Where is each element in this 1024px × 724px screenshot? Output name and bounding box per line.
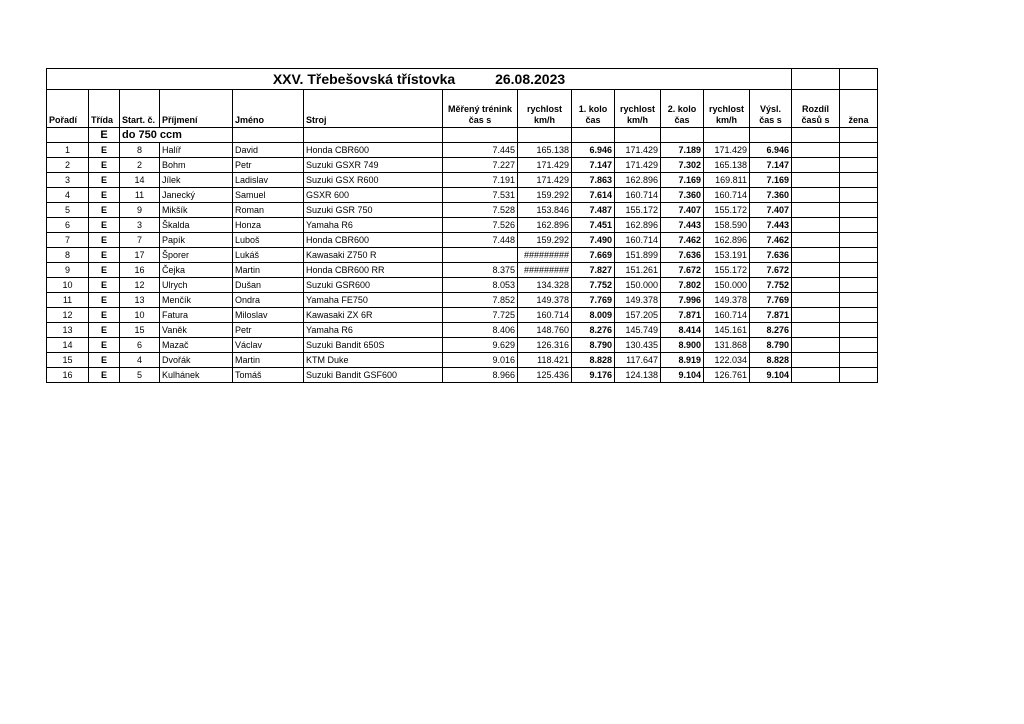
cell-rychlost-3: 160.714	[704, 308, 750, 323]
header-row	[47, 90, 878, 128]
cell-trida: E	[89, 338, 120, 353]
cell-rychlost-3: 126.761	[704, 368, 750, 383]
empty-cell	[304, 128, 443, 143]
cell-rychlost-3: 171.429	[704, 143, 750, 158]
class-label: do 750 ccm	[120, 128, 233, 143]
cell-trida: E	[89, 173, 120, 188]
header-start: Start. č.	[120, 90, 160, 128]
title-cell	[47, 69, 792, 90]
cell-zena	[840, 158, 878, 173]
cell-kolo-2: 7.871	[661, 308, 704, 323]
cell-rychlost-3: 150.000	[704, 278, 750, 293]
cell-trenink: 7.725	[443, 308, 518, 323]
cell-rozdil	[792, 173, 840, 188]
cell-trenink	[443, 248, 518, 263]
cell-zena	[840, 323, 878, 338]
cell-zena	[840, 203, 878, 218]
cell-stroj: Honda CBR600 RR	[304, 263, 443, 278]
table-row	[47, 353, 878, 368]
cell-rychlost-3: 131.868	[704, 338, 750, 353]
cell-kolo-1: 9.176	[572, 368, 615, 383]
cell-trida: E	[89, 263, 120, 278]
cell-jmeno: Luboš	[233, 233, 304, 248]
empty-cell	[792, 69, 840, 90]
cell-poradi: 14	[47, 338, 89, 353]
cell-kolo-1: 7.863	[572, 173, 615, 188]
header-rychlost-1: rychlost km/h	[518, 90, 572, 128]
cell-stroj: Yamaha R6	[304, 323, 443, 338]
cell-rychlost-1: 162.896	[518, 218, 572, 233]
cell-start-number: 16	[120, 263, 160, 278]
cell-kolo-2: 7.636	[661, 248, 704, 263]
cell-rychlost-2: 124.138	[615, 368, 661, 383]
cell-prijmeni: Menčík	[160, 293, 233, 308]
cell-rychlost-3: 162.896	[704, 233, 750, 248]
table-row	[47, 158, 878, 173]
cell-trenink: 7.528	[443, 203, 518, 218]
cell-prijmeni: Halíř	[160, 143, 233, 158]
cell-stroj: Suzuki Bandit 650S	[304, 338, 443, 353]
cell-poradi: 15	[47, 353, 89, 368]
cell-start-number: 2	[120, 158, 160, 173]
cell-kolo-2: 7.189	[661, 143, 704, 158]
cell-trenink: 7.191	[443, 173, 518, 188]
cell-kolo-1: 8.828	[572, 353, 615, 368]
cell-start-number: 14	[120, 173, 160, 188]
cell-rychlost-1: 171.429	[518, 158, 572, 173]
cell-stroj: Yamaha FE750	[304, 293, 443, 308]
empty-cell	[443, 128, 518, 143]
cell-rychlost-3: 153.191	[704, 248, 750, 263]
cell-rychlost-2: 157.205	[615, 308, 661, 323]
cell-rychlost-3: 122.034	[704, 353, 750, 368]
cell-stroj: Honda CBR600	[304, 233, 443, 248]
cell-rychlost-2: 151.261	[615, 263, 661, 278]
cell-rychlost-2: 150.000	[615, 278, 661, 293]
cell-jmeno: Miloslav	[233, 308, 304, 323]
cell-vysledny-cas: 7.462	[750, 233, 792, 248]
cell-zena	[840, 248, 878, 263]
cell-rozdil	[792, 308, 840, 323]
cell-kolo-2: 8.900	[661, 338, 704, 353]
empty-cell	[518, 128, 572, 143]
cell-trenink: 7.531	[443, 188, 518, 203]
page-title: XXV. Třebešovská třístovka	[272, 71, 456, 87]
empty-cell	[615, 128, 661, 143]
cell-start-number: 17	[120, 248, 160, 263]
cell-rozdil	[792, 263, 840, 278]
cell-start-number: 11	[120, 188, 160, 203]
cell-rychlost-2: 117.647	[615, 353, 661, 368]
cell-rychlost-1: 126.316	[518, 338, 572, 353]
cell-trida: E	[89, 218, 120, 233]
table-row	[47, 323, 878, 338]
cell-rychlost-2: 171.429	[615, 158, 661, 173]
cell-poradi: 2	[47, 158, 89, 173]
cell-rozdil	[792, 278, 840, 293]
cell-kolo-1: 8.276	[572, 323, 615, 338]
cell-prijmeni: Papík	[160, 233, 233, 248]
cell-rychlost-1: 159.292	[518, 233, 572, 248]
cell-vysledny-cas: 8.828	[750, 353, 792, 368]
cell-trenink: 7.227	[443, 158, 518, 173]
cell-trenink: 8.406	[443, 323, 518, 338]
cell-trenink: 7.526	[443, 218, 518, 233]
cell-trida: E	[89, 233, 120, 248]
cell-zena	[840, 338, 878, 353]
cell-vysledny-cas: 8.276	[750, 323, 792, 338]
table-row	[47, 173, 878, 188]
cell-vysledny-cas: 7.636	[750, 248, 792, 263]
cell-trenink: 7.852	[443, 293, 518, 308]
class-code: E	[89, 128, 120, 143]
cell-rozdil	[792, 233, 840, 248]
cell-poradi: 6	[47, 218, 89, 233]
cell-kolo-1: 7.669	[572, 248, 615, 263]
cell-kolo-2: 7.302	[661, 158, 704, 173]
cell-kolo-1: 8.009	[572, 308, 615, 323]
table-row	[47, 233, 878, 248]
cell-trenink: 7.445	[443, 143, 518, 158]
cell-vysledny-cas: 6.946	[750, 143, 792, 158]
empty-cell	[47, 128, 89, 143]
cell-rychlost-2: 162.896	[615, 218, 661, 233]
cell-rychlost-1: 118.421	[518, 353, 572, 368]
cell-stroj: Yamaha R6	[304, 218, 443, 233]
cell-prijmeni: Janecký	[160, 188, 233, 203]
cell-kolo-2: 7.360	[661, 188, 704, 203]
cell-rychlost-1: 148.760	[518, 323, 572, 338]
cell-start-number: 10	[120, 308, 160, 323]
cell-prijmeni: Ulrych	[160, 278, 233, 293]
cell-jmeno: Petr	[233, 323, 304, 338]
cell-rychlost-2: 171.429	[615, 143, 661, 158]
cell-kolo-2: 8.919	[661, 353, 704, 368]
cell-start-number: 13	[120, 293, 160, 308]
cell-zena	[840, 218, 878, 233]
cell-prijmeni: Šporer	[160, 248, 233, 263]
cell-rychlost-3: 155.172	[704, 263, 750, 278]
cell-prijmeni: Kulhánek	[160, 368, 233, 383]
cell-trida: E	[89, 278, 120, 293]
cell-stroj: GSXR 600	[304, 188, 443, 203]
cell-kolo-2: 7.672	[661, 263, 704, 278]
cell-rychlost-3: 160.714	[704, 188, 750, 203]
empty-cell	[840, 69, 878, 90]
cell-kolo-1: 8.790	[572, 338, 615, 353]
cell-zena	[840, 188, 878, 203]
header-rychlost-2: rychlost km/h	[615, 90, 661, 128]
cell-rychlost-2: 151.899	[615, 248, 661, 263]
cell-stroj: KTM Duke	[304, 353, 443, 368]
cell-kolo-1: 7.487	[572, 203, 615, 218]
cell-zena	[840, 278, 878, 293]
cell-vysledny-cas: 9.104	[750, 368, 792, 383]
cell-start-number: 6	[120, 338, 160, 353]
cell-prijmeni: Škalda	[160, 218, 233, 233]
cell-rozdil	[792, 248, 840, 263]
header-trenink: Měřený trénink čas s	[443, 90, 518, 128]
cell-rozdil	[792, 293, 840, 308]
table-row	[47, 248, 878, 263]
empty-cell	[750, 128, 792, 143]
results-table	[46, 68, 878, 383]
title-row	[47, 69, 878, 90]
cell-prijmeni: Čejka	[160, 263, 233, 278]
table-row	[47, 263, 878, 278]
cell-rychlost-2: 160.714	[615, 233, 661, 248]
cell-stroj: Suzuki GSX R600	[304, 173, 443, 188]
cell-vysledny-cas: 7.147	[750, 158, 792, 173]
cell-vysledny-cas: 7.672	[750, 263, 792, 278]
cell-rozdil	[792, 203, 840, 218]
cell-trida: E	[89, 248, 120, 263]
cell-rychlost-1: 159.292	[518, 188, 572, 203]
cell-trida: E	[89, 143, 120, 158]
table-row	[47, 368, 878, 383]
cell-rozdil	[792, 368, 840, 383]
cell-rychlost-3: 158.590	[704, 218, 750, 233]
header-prijmeni: Příjmení	[160, 90, 233, 128]
cell-zena	[840, 368, 878, 383]
cell-zena	[840, 233, 878, 248]
cell-vysledny-cas: 7.407	[750, 203, 792, 218]
cell-poradi: 5	[47, 203, 89, 218]
cell-kolo-1: 7.490	[572, 233, 615, 248]
cell-zena	[840, 353, 878, 368]
cell-vysledny-cas: 7.871	[750, 308, 792, 323]
cell-jmeno: Václav	[233, 338, 304, 353]
cell-jmeno: Roman	[233, 203, 304, 218]
empty-cell	[840, 128, 878, 143]
empty-cell	[661, 128, 704, 143]
cell-kolo-2: 7.996	[661, 293, 704, 308]
cell-rychlost-1: 125.436	[518, 368, 572, 383]
cell-rychlost-1: #########	[518, 248, 572, 263]
cell-kolo-2: 7.443	[661, 218, 704, 233]
cell-rozdil	[792, 143, 840, 158]
cell-trenink: 7.448	[443, 233, 518, 248]
cell-vysledny-cas: 7.752	[750, 278, 792, 293]
cell-prijmeni: Dvořák	[160, 353, 233, 368]
table-row	[47, 278, 878, 293]
cell-poradi: 12	[47, 308, 89, 323]
cell-rychlost-2: 145.749	[615, 323, 661, 338]
cell-poradi: 1	[47, 143, 89, 158]
header-trida: Třída	[89, 90, 120, 128]
cell-zena	[840, 263, 878, 278]
cell-start-number: 4	[120, 353, 160, 368]
cell-rychlost-1: 160.714	[518, 308, 572, 323]
cell-stroj: Suzuki GSR600	[304, 278, 443, 293]
cell-poradi: 8	[47, 248, 89, 263]
cell-poradi: 7	[47, 233, 89, 248]
cell-kolo-2: 8.414	[661, 323, 704, 338]
cell-zena	[840, 308, 878, 323]
cell-trida: E	[89, 353, 120, 368]
cell-jmeno: Dušan	[233, 278, 304, 293]
cell-rychlost-1: 153.846	[518, 203, 572, 218]
cell-rozdil	[792, 158, 840, 173]
cell-kolo-1: 7.769	[572, 293, 615, 308]
cell-jmeno: Petr	[233, 158, 304, 173]
cell-start-number: 3	[120, 218, 160, 233]
empty-cell	[704, 128, 750, 143]
cell-kolo-2: 7.407	[661, 203, 704, 218]
header-kolo-1: 1. kolo čas	[572, 90, 615, 128]
cell-prijmeni: Fatura	[160, 308, 233, 323]
cell-prijmeni: Bohm	[160, 158, 233, 173]
cell-prijmeni: Mazač	[160, 338, 233, 353]
cell-jmeno: Samuel	[233, 188, 304, 203]
cell-poradi: 11	[47, 293, 89, 308]
cell-rozdil	[792, 323, 840, 338]
cell-rychlost-1: #########	[518, 263, 572, 278]
cell-kolo-1: 7.147	[572, 158, 615, 173]
cell-rychlost-2: 160.714	[615, 188, 661, 203]
cell-vysledny-cas: 7.443	[750, 218, 792, 233]
cell-vysledny-cas: 7.360	[750, 188, 792, 203]
cell-rychlost-3: 145.161	[704, 323, 750, 338]
cell-prijmeni: Vaněk	[160, 323, 233, 338]
cell-jmeno: Honza	[233, 218, 304, 233]
empty-cell	[572, 128, 615, 143]
cell-trida: E	[89, 368, 120, 383]
cell-stroj: Honda CBR600	[304, 143, 443, 158]
header-poradi: Pořadí	[47, 90, 89, 128]
cell-vysledny-cas: 8.790	[750, 338, 792, 353]
cell-jmeno: Ondra	[233, 293, 304, 308]
table-row	[47, 293, 878, 308]
cell-rozdil	[792, 338, 840, 353]
cell-stroj: Kawasaki ZX 6R	[304, 308, 443, 323]
cell-trenink: 8.966	[443, 368, 518, 383]
cell-rychlost-1: 171.429	[518, 173, 572, 188]
cell-zena	[840, 143, 878, 158]
header-zena: žena	[840, 90, 878, 128]
cell-jmeno: Lukáš	[233, 248, 304, 263]
header-vysledny-cas: Výsl. čas s	[750, 90, 792, 128]
cell-poradi: 10	[47, 278, 89, 293]
cell-stroj: Kawasaki Z750 R	[304, 248, 443, 263]
cell-prijmeni: Jílek	[160, 173, 233, 188]
cell-trenink: 8.375	[443, 263, 518, 278]
cell-stroj: Suzuki Bandit GSF600	[304, 368, 443, 383]
cell-kolo-1: 7.614	[572, 188, 615, 203]
header-rozdil: Rozdíl časů s	[792, 90, 840, 128]
cell-rozdil	[792, 218, 840, 233]
table-row	[47, 143, 878, 158]
cell-poradi: 3	[47, 173, 89, 188]
table-row	[47, 188, 878, 203]
cell-trida: E	[89, 158, 120, 173]
table-row	[47, 203, 878, 218]
cell-rychlost-2: 130.435	[615, 338, 661, 353]
empty-cell	[233, 128, 304, 143]
cell-kolo-1: 7.827	[572, 263, 615, 278]
table-row	[47, 218, 878, 233]
cell-trida: E	[89, 203, 120, 218]
cell-jmeno: Martin	[233, 353, 304, 368]
cell-kolo-2: 7.169	[661, 173, 704, 188]
cell-kolo-2: 7.802	[661, 278, 704, 293]
cell-zena	[840, 293, 878, 308]
cell-start-number: 12	[120, 278, 160, 293]
cell-trida: E	[89, 308, 120, 323]
cell-rychlost-1: 149.378	[518, 293, 572, 308]
cell-trida: E	[89, 188, 120, 203]
cell-trida: E	[89, 323, 120, 338]
cell-jmeno: Tomáš	[233, 368, 304, 383]
cell-jmeno: Martin	[233, 263, 304, 278]
cell-rychlost-2: 155.172	[615, 203, 661, 218]
cell-kolo-2: 7.462	[661, 233, 704, 248]
cell-trenink: 8.053	[443, 278, 518, 293]
header-kolo-2: 2. kolo čas	[661, 90, 704, 128]
cell-vysledny-cas: 7.769	[750, 293, 792, 308]
cell-poradi: 13	[47, 323, 89, 338]
header-jmeno: Jméno	[233, 90, 304, 128]
cell-kolo-1: 6.946	[572, 143, 615, 158]
cell-poradi: 4	[47, 188, 89, 203]
event-date: 26.08.2023	[495, 71, 566, 87]
cell-start-number: 7	[120, 233, 160, 248]
cell-trida: E	[89, 293, 120, 308]
cell-rychlost-1: 165.138	[518, 143, 572, 158]
cell-kolo-2: 9.104	[661, 368, 704, 383]
cell-poradi: 16	[47, 368, 89, 383]
cell-jmeno: David	[233, 143, 304, 158]
cell-poradi: 9	[47, 263, 89, 278]
header-stroj: Stroj	[304, 90, 443, 128]
cell-jmeno: Ladislav	[233, 173, 304, 188]
cell-start-number: 8	[120, 143, 160, 158]
cell-stroj: Suzuki GSXR 749	[304, 158, 443, 173]
table-row	[47, 308, 878, 323]
cell-kolo-1: 7.451	[572, 218, 615, 233]
cell-rychlost-2: 149.378	[615, 293, 661, 308]
cell-rychlost-2: 162.896	[615, 173, 661, 188]
cell-start-number: 5	[120, 368, 160, 383]
cell-rozdil	[792, 188, 840, 203]
cell-trenink: 9.016	[443, 353, 518, 368]
cell-start-number: 9	[120, 203, 160, 218]
cell-rychlost-3: 169.811	[704, 173, 750, 188]
table-row	[47, 338, 878, 353]
cell-rozdil	[792, 353, 840, 368]
empty-cell	[792, 128, 840, 143]
cell-rychlost-3: 155.172	[704, 203, 750, 218]
cell-rychlost-1: 134.328	[518, 278, 572, 293]
cell-vysledny-cas: 7.169	[750, 173, 792, 188]
cell-zena	[840, 173, 878, 188]
cell-rychlost-3: 149.378	[704, 293, 750, 308]
cell-trenink: 9.629	[443, 338, 518, 353]
header-rychlost-3: rychlost km/h	[704, 90, 750, 128]
class-row	[47, 128, 878, 143]
cell-rychlost-3: 165.138	[704, 158, 750, 173]
cell-kolo-1: 7.752	[572, 278, 615, 293]
cell-stroj: Suzuki GSR 750	[304, 203, 443, 218]
cell-start-number: 15	[120, 323, 160, 338]
cell-prijmeni: Mikšík	[160, 203, 233, 218]
